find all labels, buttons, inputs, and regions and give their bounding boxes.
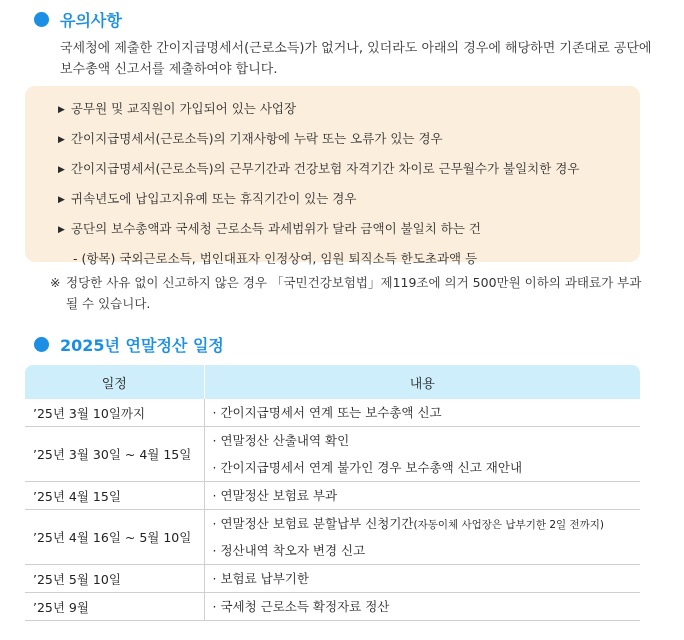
footnote [52,272,652,314]
notice-bullet [58,95,640,125]
triangle-right-icon: ▶ [58,165,65,175]
notice-bullet [58,155,640,185]
schedule-content [204,510,640,565]
schedule-item: · 정산내역 착오자 변경 신고 [212,543,366,558]
schedule-table [25,365,640,621]
schedule-date: ’25년 4월 16일 ~ 5월 10일 [25,510,204,565]
column-header-date: 일정 [25,365,204,399]
schedule-title: 2025년 연말정산 일정 [60,336,224,355]
schedule-date: ’25년 3월 30일 ~ 4월 15일 [25,427,204,482]
table-row [25,593,640,621]
table-row [25,399,640,427]
schedule-date: ’25년 4월 15일 [25,482,204,510]
notice-title: 유의사항 [60,11,122,30]
schedule-item: · 연말정산 산출내역 확인 [212,433,350,448]
notice-heading [34,8,122,31]
footnote-text: 정당한 사유 없이 신고하지 않은 경우 「국민건강보험법」제119조에 의거 500만원 이하의 과태료가 부과될 수 있습니다. [66,275,642,311]
notice-box [25,86,640,266]
notice-bullet [58,125,640,155]
schedule-item: · 연말정산 보험료 부과 [212,488,338,503]
notice-bullet-text: 간이지급명세서(근로소득)의 근무기간과 건강보험 자격기간 차이로 근무월수가 불일치한 경우 [70,161,580,176]
schedule-item [213,510,641,537]
schedule-item: · 보험료 납부기한 [212,571,309,586]
schedule-content [204,565,640,593]
table-header-row [25,365,640,399]
notice-bullet-text: 간이지급명세서(근로소득)의 기재사항에 누락 또는 오류가 있는 경우 [70,131,443,146]
schedule-item-text: · 연말정산 보험료 분할납부 신청기간 [212,516,414,531]
column-header-content: 내용 [204,365,640,399]
notice-bullet-text: 공단의 보수총액과 국세청 근로소득 과세범위가 달라 금액이 불일치 하는 건 [70,221,482,236]
triangle-right-icon: ▶ [58,135,65,145]
schedule-item: · 간이지급명세서 연계 불가인 경우 보수총액 신고 재안내 [212,460,523,475]
schedule-item: · 간이지급명세서 연계 또는 보수총액 신고 [212,405,442,420]
schedule-content [204,593,640,621]
schedule-date: ’25년 9월 [25,593,204,621]
table-row [25,510,640,565]
reference-mark-icon: ※ [50,275,61,290]
triangle-right-icon: ▶ [58,225,65,235]
triangle-right-icon: ▶ [58,195,65,205]
notice-bullet [58,215,640,245]
schedule-heading [34,333,224,356]
notice-intro: 국세청에 제출한 간이지급명세서(근로소득)가 없거나, 있더라도 아래의 경우에 해당하면 기존대로 공단에 보수총액 신고서를 제출하여야 합니다. [60,41,652,77]
schedule-content [204,427,640,482]
schedule-item-note: (자동이체 사업장은 납부기한 2일 전까지) [413,519,605,531]
schedule-date: ’25년 5월 10일 [25,565,204,593]
schedule-content [204,482,640,510]
notice-bullet-text: 공무원 및 교직원이 가입되어 있는 사업장 [70,101,297,116]
triangle-right-icon: ▶ [58,105,65,115]
table-row [25,427,640,482]
bullet-dot-icon [34,12,49,27]
notice-bullet [58,185,640,215]
schedule-content [204,399,640,427]
notice-bullet-text: 귀속년도에 납입고지유예 또는 휴직기간이 있는 경우 [70,191,357,206]
table-row [25,565,640,593]
notice-sub-item: - (항목) 국외근로소득, 법인대표자 인정상여, 임원 퇴직소득 한도초과액 등 [73,251,478,266]
table-row [25,482,640,510]
bullet-dot-icon [34,337,49,352]
schedule-date: ’25년 3월 10일까지 [25,399,204,427]
schedule-item: · 국세청 근로소득 확정자료 정산 [212,599,390,614]
